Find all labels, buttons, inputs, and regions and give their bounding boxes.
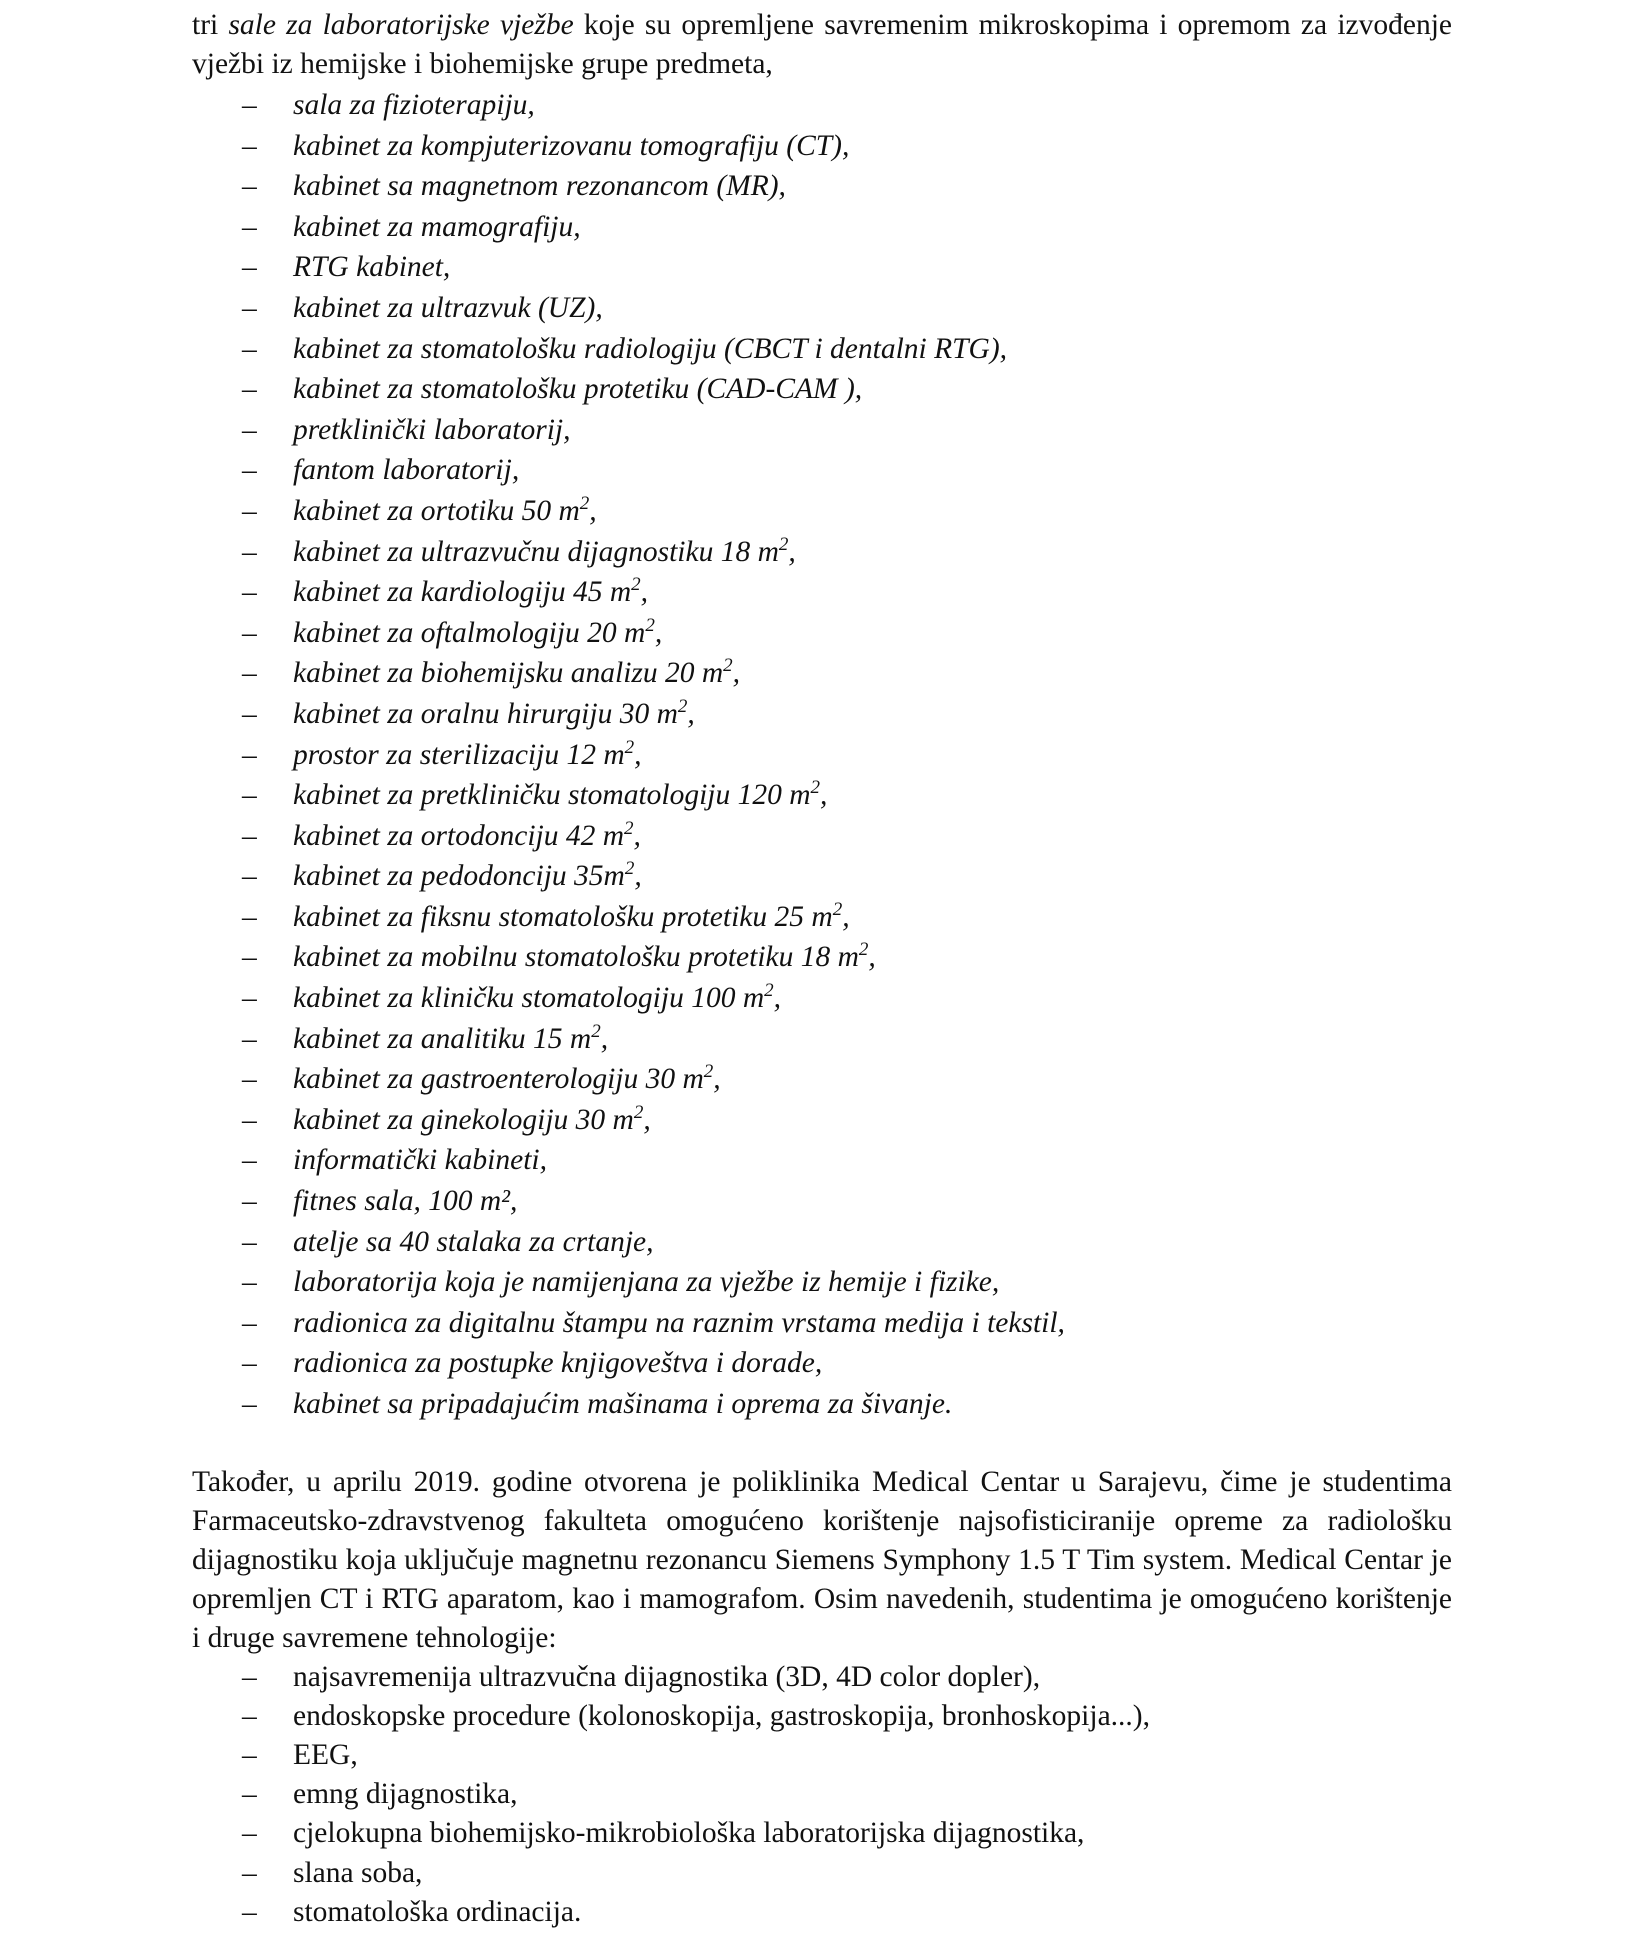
list-item-text xyxy=(293,211,581,243)
list-item xyxy=(192,775,1452,816)
list-item-text: najsavremenija ultrazvučna dijagnostika (3D, 4D color dopler), xyxy=(293,1660,1041,1693)
list-item xyxy=(192,816,1452,857)
facility-name: kabinet za pretkliničku stomatologiju 120 m xyxy=(293,779,811,812)
list-item-text xyxy=(293,89,535,121)
list-dash: – xyxy=(242,1895,257,1928)
list-item xyxy=(192,247,1452,288)
list-dash: – xyxy=(242,210,257,243)
list-item xyxy=(192,1736,1452,1775)
list-dash: – xyxy=(242,1347,257,1380)
facilities-list xyxy=(192,85,1452,1425)
list-item-text: slana soba, xyxy=(293,1856,423,1889)
list-item xyxy=(192,1100,1452,1141)
list-item-text xyxy=(293,170,786,202)
document-page xyxy=(192,0,1452,1932)
facility-name: kabinet za biohemijsku analizu 20 m xyxy=(293,657,724,690)
list-item-text xyxy=(293,1347,822,1379)
list-item-text xyxy=(293,982,781,1014)
list-dash: – xyxy=(242,616,257,649)
list-dash: – xyxy=(242,494,257,527)
trailing-punctuation: , xyxy=(634,860,642,893)
list-dash: – xyxy=(242,819,257,852)
intro-italic-term: sale za laboratorijske vježbe xyxy=(228,9,574,41)
superscript: 2 xyxy=(723,655,733,677)
trailing-punctuation: , xyxy=(600,1022,609,1055)
list-item-text: endoskopske procedure (kolonoskopija, gastroskopija, bronhoskopija...), xyxy=(293,1699,1150,1732)
list-dash: – xyxy=(242,170,257,203)
list-dash: – xyxy=(242,1144,257,1177)
facility-name: informatički kabineti, xyxy=(293,1144,547,1177)
facility-name: fantom laboratorij, xyxy=(293,454,520,487)
superscript: 2 xyxy=(764,980,774,1002)
facility-name: laboratorija koja je namijenjana za vježbe iz hemije i fizike, xyxy=(293,1266,1000,1299)
list-item xyxy=(192,369,1452,410)
trailing-punctuation: , xyxy=(773,982,781,1015)
list-dash: – xyxy=(242,1306,257,1339)
list-dash: – xyxy=(242,1699,257,1732)
list-dash: – xyxy=(242,1388,257,1420)
list-item xyxy=(192,288,1452,329)
list-item-text xyxy=(293,695,695,730)
list-dash: – xyxy=(242,535,257,568)
facility-name: pretklinički laboratorij, xyxy=(293,413,571,446)
list-item xyxy=(192,1854,1452,1893)
intro-text-start: tri xyxy=(192,9,229,41)
list-item-text xyxy=(293,251,450,283)
list-item xyxy=(192,1814,1452,1853)
list-dash: – xyxy=(242,129,257,162)
list-item-text: stomatološka ordinacija. xyxy=(293,1895,582,1928)
list-item xyxy=(192,1775,1452,1814)
facility-name: radionica za digitalnu štampu na raznim vrstama medija i tekstil, xyxy=(293,1306,1065,1339)
superscript: 2 xyxy=(645,614,655,636)
list-dash: – xyxy=(242,1778,257,1811)
list-item xyxy=(192,1343,1452,1384)
list-item-text xyxy=(293,130,849,162)
list-item xyxy=(192,1181,1452,1222)
list-dash: – xyxy=(242,332,257,365)
list-item-text xyxy=(293,898,850,933)
superscript: 2 xyxy=(703,1061,714,1083)
list-item-text xyxy=(293,1144,547,1176)
list-item xyxy=(192,1019,1452,1060)
trailing-punctuation: , xyxy=(634,738,642,771)
list-item-text: emng dijagnostika, xyxy=(293,1778,518,1811)
trailing-punctuation: , xyxy=(788,535,796,568)
list-dash: – xyxy=(242,697,257,730)
list-item xyxy=(192,1059,1452,1100)
list-item-text xyxy=(293,373,862,405)
list-dash: – xyxy=(242,860,257,893)
list-item xyxy=(192,694,1452,735)
list-item-text xyxy=(293,941,876,973)
facility-name: kabinet sa pripadajućim mašinama i oprema za šivanje. xyxy=(293,1388,953,1420)
list-item xyxy=(192,1222,1452,1263)
superscript: 2 xyxy=(858,939,869,961)
list-item-text xyxy=(293,657,740,689)
medical-centar-paragraph: Također, u aprilu 2019. godine otvorena je poliklinika Medical Centar u Sarajevu, čime je studentima Farmaceutsko-zdravstvenog fakulteta omogućeno korištenje najsofisticiranije opreme za radiološku dijagnostiku koja uključuje magnetnu rezonancu Siemens Symphony 1.5 T Tim system. Medical Centar je opremljen CT i RTG aparatom, kao i mamografom. Osim navedenih, studentima je omogućeno korištenje i druge savremene tehnologije: xyxy=(192,1465,1452,1654)
facility-name: sala za fizioterapiju, xyxy=(293,89,535,121)
list-dash: – xyxy=(242,1103,257,1136)
list-item xyxy=(192,1658,1452,1697)
list-dash: – xyxy=(242,1022,257,1055)
list-item xyxy=(192,897,1452,938)
list-item-text xyxy=(293,614,663,649)
superscript: 2 xyxy=(677,695,688,717)
list-dash: – xyxy=(242,779,257,812)
list-item xyxy=(192,329,1452,370)
list-item-text: cjelokupna biohemijsko-mikrobiološka laboratorijska dijagnostika, xyxy=(293,1817,1085,1850)
list-dash: – xyxy=(242,454,257,487)
list-item-text xyxy=(293,1266,999,1298)
list-item xyxy=(192,166,1452,207)
list-dash: – xyxy=(242,1817,257,1850)
list-item-text xyxy=(293,1063,721,1095)
superscript: 2 xyxy=(631,574,641,596)
list-item-text xyxy=(293,860,642,892)
facility-name: radionica za postupke knjigoveštva i dorade, xyxy=(293,1347,823,1380)
list-item-text xyxy=(293,1307,1065,1339)
list-item xyxy=(192,572,1452,613)
technologies-list xyxy=(192,1658,1452,1932)
facility-name: atelje sa 40 stalaka za crtanje, xyxy=(293,1225,654,1258)
list-dash: – xyxy=(242,657,257,690)
list-item xyxy=(192,1303,1452,1344)
list-dash: – xyxy=(242,738,257,771)
list-item xyxy=(192,856,1452,897)
facility-name: RTG kabinet, xyxy=(293,251,451,284)
list-item xyxy=(192,613,1452,654)
list-item xyxy=(192,1140,1452,1181)
list-item xyxy=(192,978,1452,1019)
facility-name: kabinet sa magnetnom rezonancom (MR), xyxy=(293,170,786,203)
list-dash: – xyxy=(242,1856,257,1889)
trailing-punctuation: , xyxy=(643,1103,651,1136)
superscript: 2 xyxy=(624,858,635,880)
facility-name: kabinet za ultrazvučnu dijagnostiku 18 m xyxy=(293,535,779,568)
trailing-punctuation: , xyxy=(654,616,663,649)
superscript: 2 xyxy=(832,898,843,920)
list-item-text xyxy=(293,454,519,486)
superscript: 2 xyxy=(624,736,635,758)
trailing-punctuation: , xyxy=(640,576,649,609)
trailing-punctuation: , xyxy=(732,657,741,690)
facility-name: prostor za sterilizaciju 12 m xyxy=(293,738,625,771)
list-item-text: EEG, xyxy=(293,1738,358,1771)
facility-name: fitnes sala, 100 m², xyxy=(293,1185,518,1218)
facility-name: kabinet za kliničku stomatologiju 100 m xyxy=(293,982,765,1015)
list-item-text xyxy=(293,1020,609,1055)
trailing-punctuation: , xyxy=(687,697,695,730)
list-dash: – xyxy=(242,941,257,974)
list-dash: – xyxy=(242,1063,257,1096)
facility-name: kabinet za stomatološku protetiku (CAD-CAM ), xyxy=(293,373,863,406)
list-item-text xyxy=(293,333,1007,365)
facility-name: kabinet za oftalmologiju 20 m xyxy=(293,616,646,649)
facility-name: kabinet za oralnu hirurgiju 30 m xyxy=(293,697,678,730)
list-item-text xyxy=(293,292,603,324)
list-dash: – xyxy=(242,1225,257,1258)
list-dash: – xyxy=(242,413,257,446)
trailing-punctuation: , xyxy=(868,941,876,974)
intro-paragraph xyxy=(192,6,1452,84)
facility-name: kabinet za stomatološku radiologiju (CBCT i dentalni RTG), xyxy=(293,332,1008,365)
list-item-text xyxy=(293,492,597,527)
list-item xyxy=(192,491,1452,532)
list-dash: – xyxy=(242,576,257,609)
list-item xyxy=(192,1893,1452,1932)
list-dash: – xyxy=(242,1185,257,1218)
facility-name: kabinet za ortotiku 50 m xyxy=(293,494,580,527)
list-item-text xyxy=(293,1226,654,1258)
list-item xyxy=(192,410,1452,451)
list-item xyxy=(192,735,1452,776)
trailing-punctuation: , xyxy=(820,779,828,812)
list-item-text xyxy=(293,1388,952,1420)
list-item xyxy=(192,450,1452,491)
trailing-punctuation: , xyxy=(633,819,641,852)
list-dash: – xyxy=(242,900,257,933)
superscript: 2 xyxy=(778,533,789,555)
superscript: 2 xyxy=(591,1020,601,1042)
list-dash: – xyxy=(242,291,257,324)
list-dash: – xyxy=(242,982,257,1015)
superscript: 2 xyxy=(633,1101,644,1123)
list-item xyxy=(192,126,1452,167)
trailing-punctuation: , xyxy=(589,494,597,527)
list-dash: – xyxy=(242,1266,257,1299)
facility-name: kabinet za kompjuterizovanu tomografiju (CT), xyxy=(293,129,850,162)
facility-name: kabinet za mobilnu stomatološku protetiku 18 m xyxy=(293,941,859,974)
list-item-text xyxy=(293,1101,651,1136)
facility-name: kabinet za analitiku 15 m xyxy=(293,1022,592,1055)
list-item xyxy=(192,653,1452,694)
intro-text-end: koje su opremljene savremenim mikroskopima i opremom za izvođenje vježbi iz hemijske i biohemijske grupe predmeta, xyxy=(192,9,1453,80)
facility-name: kabinet za ginekologiju 30 m xyxy=(293,1103,634,1136)
list-item xyxy=(192,85,1452,126)
list-item-text xyxy=(293,533,796,568)
list-dash: – xyxy=(242,373,257,406)
list-item xyxy=(192,532,1452,573)
list-item xyxy=(192,1697,1452,1736)
facility-name: kabinet za ultrazvuk (UZ), xyxy=(293,291,603,324)
list-item-text xyxy=(293,1185,517,1217)
superscript: 2 xyxy=(624,817,634,839)
facility-name: kabinet za ortodonciju 42 m xyxy=(293,819,625,852)
trailing-punctuation: , xyxy=(713,1063,721,1096)
list-item-text xyxy=(293,817,641,852)
list-item xyxy=(192,937,1452,978)
list-item xyxy=(192,207,1452,248)
trailing-punctuation: , xyxy=(842,900,850,933)
list-dash: – xyxy=(242,1660,257,1693)
list-dash: – xyxy=(242,251,257,284)
facility-name: kabinet za gastroenterologiju 30 m xyxy=(293,1063,704,1096)
list-dash: – xyxy=(242,89,257,121)
superscript: 2 xyxy=(810,777,821,799)
facility-name: kabinet za pedodonciju 35m xyxy=(293,860,625,893)
facility-name: kabinet za kardiologiju 45 m xyxy=(293,576,632,609)
list-item-text xyxy=(293,736,642,771)
list-item xyxy=(192,1262,1452,1303)
facility-name: kabinet za fiksnu stomatološku protetiku 25 m xyxy=(293,900,833,933)
list-item-text xyxy=(293,779,827,811)
facility-name: kabinet za mamografiju, xyxy=(293,210,581,243)
list-item-text xyxy=(293,414,570,446)
list-dash: – xyxy=(242,1738,257,1771)
superscript: 2 xyxy=(579,492,590,514)
list-item-text xyxy=(293,576,648,608)
list-item xyxy=(192,1384,1452,1425)
